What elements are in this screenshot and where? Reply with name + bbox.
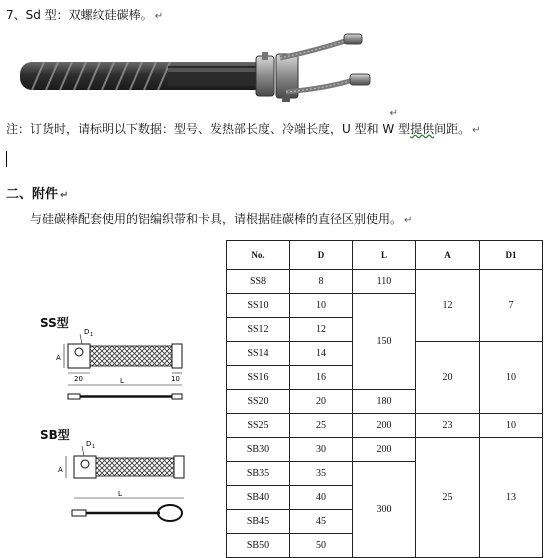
cell-d: 25 [290,414,353,438]
return-mark-icon: ↵ [389,108,398,119]
cell-model: SS20 [227,390,290,414]
cell-d: 20 [290,390,353,414]
dim-d-label: D [84,328,90,336]
cell-d: 10 [290,294,353,318]
cell-l: 110 [353,270,416,294]
cell-a: 12 [416,270,480,342]
cell-l: 200 [353,414,416,438]
note-text-wavy: 提供 [410,122,435,136]
cell-model: SS10 [227,294,290,318]
return-mark-icon: ↵ [154,11,164,22]
cell-d: 45 [290,510,353,534]
note-text-before: 注：订货时，请标明以下数据：型号、发热部长度、冷端长度，U 型和 W 型 [6,122,411,136]
cell-d: 8 [290,270,353,294]
cell-d: 30 [290,438,353,462]
cell-model: SS12 [227,318,290,342]
dim-a-label: A [58,466,63,474]
cell-model: SB45 [227,510,290,534]
sd-rod-image [18,32,398,124]
cell-d: 40 [290,486,353,510]
return-mark-icon: ↵ [60,190,69,201]
dim-d-label: D [86,440,92,448]
cell-d1: 10 [480,414,543,438]
cell-model: SS14 [227,342,290,366]
cell-d: 50 [290,534,353,558]
spec-table [226,240,543,558]
cell-model: SS8 [227,270,290,294]
return-mark-icon: ↵ [472,125,481,136]
cell-l: 200 [353,438,416,462]
cell-d1: 13 [480,438,543,558]
cell-d1: 7 [480,270,543,342]
col-header-l: L [353,241,416,270]
cell-d: 16 [290,366,353,390]
return-mark-icon: ↵ [404,215,413,226]
dim-10-label: 10 [171,375,180,383]
cell-d1: 10 [480,342,543,414]
dim-20-label: 20 [74,375,83,383]
svg-text:1: 1 [92,444,96,450]
cell-l: 180 [353,390,416,414]
table-row [227,270,543,294]
ss-type-title: SS型 [40,316,69,330]
dim-l-label: L [120,377,124,385]
cell-a: 23 [416,414,480,438]
section-desc-line [30,212,412,228]
text-cursor [6,151,7,167]
svg-text:1: 1 [90,332,94,338]
col-header-d1: D1 [480,241,543,270]
sb-clamp-diagram [52,438,192,528]
cell-model: SB30 [227,438,290,462]
cell-l: 150 [353,294,416,390]
cell-model: SB50 [227,534,290,558]
cell-model: SS16 [227,366,290,390]
heading-line [6,8,163,24]
col-header-d: D [290,241,353,270]
dim-l-label: L [118,490,122,498]
section-desc: 与硅碳棒配套使用的铝编织带和卡具，请根据硅碳棒的直径区别使用。 [30,212,403,226]
cell-model: SB40 [227,486,290,510]
section-title: 二、附件 [6,187,59,202]
col-header-a: A [416,241,480,270]
dim-a-label: A [56,354,61,362]
cell-model: SB35 [227,462,290,486]
col-header-no: No. [227,241,290,270]
heading-text: 7、Sd 型：双螺纹硅碳棒。 [6,8,153,22]
section-title-line [6,183,68,202]
cell-d: 12 [290,318,353,342]
table-row [227,414,543,438]
note-text-after: 间距。 [434,122,471,136]
cell-d: 14 [290,342,353,366]
ss-clamp-diagram [52,326,192,406]
table-header-row [227,241,543,270]
cell-model: SS25 [227,414,290,438]
cell-a: 20 [416,342,480,414]
note-line [6,122,481,138]
table-row [227,438,543,462]
sb-type-title: SB型 [40,428,70,442]
cell-l: 300 [353,462,416,558]
cell-a: 25 [416,438,480,558]
cell-d: 35 [290,462,353,486]
